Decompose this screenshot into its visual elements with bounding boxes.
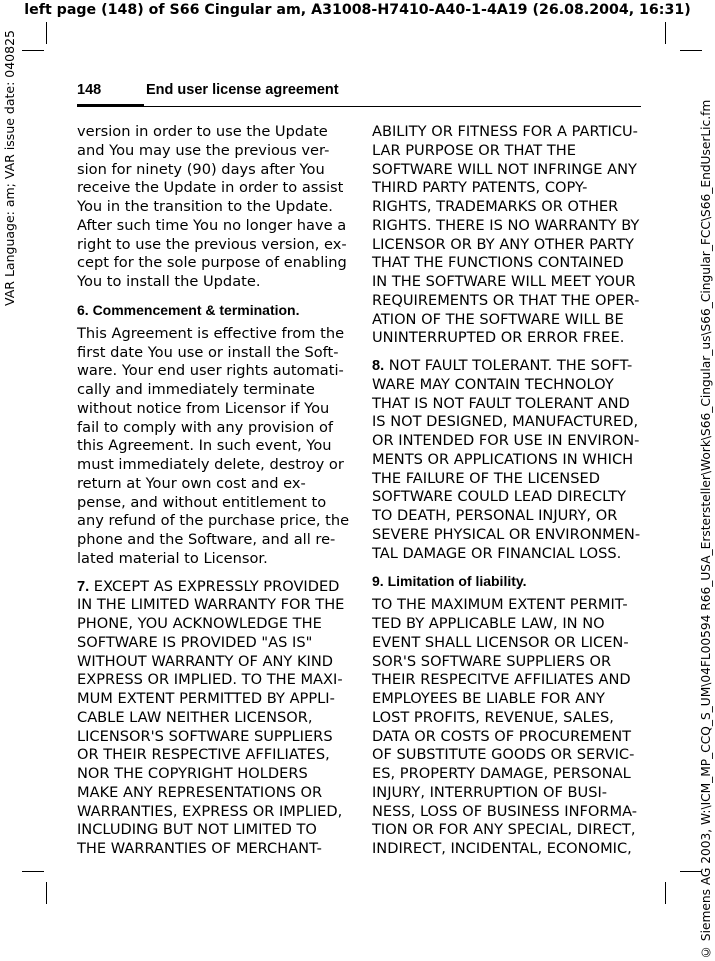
crop-mark-bottom-right-v: [665, 882, 666, 904]
text-line: LOST PROFITS, REVENUE, SALES,: [372, 708, 614, 726]
text-line: NESS, LOSS OF BUSINESS INFORMA-: [372, 802, 638, 820]
text-line: pense, and without entitlement to: [77, 493, 327, 511]
text-line: cept for the sole purpose of enabling: [77, 254, 347, 272]
text-line: WITHOUT WARRANTY OF ANY KIND: [77, 652, 334, 670]
text-line: lated material to Licensor.: [77, 549, 268, 567]
text-line: receive the Update in order to assist: [77, 179, 344, 197]
crop-mark-top-right-v: [665, 22, 666, 44]
text-line: EVENT SHALL LICENSOR OR LICEN-: [372, 633, 629, 651]
side-note-right: © Siemens AG 2003, W:\ICM_MP_CCQ_S_UM\04FL00594 R66_USA_Erstersteller\Work\S66_Cingular_us\S66_Cingular_FCC\S66_EndUserLic.fm: [699, 99, 713, 959]
header-rule-accent: [77, 104, 144, 107]
crop-mark-bottom-left-h: [22, 871, 44, 872]
text-run: EXCEPT AS EXPRESSLY PROVIDED: [89, 577, 340, 595]
section-number-8: 8.: [372, 358, 385, 374]
text-line: right to use the previous version, ex-: [77, 235, 347, 253]
side-note-left: VAR Language: am; VAR issue date: 040825: [2, 30, 17, 306]
text-line: THIRD PARTY PATENTS, COPY-: [372, 179, 588, 197]
text-line: REQUIREMENTS OR THAT THE OPER-: [372, 291, 640, 309]
text-line: LAR PURPOSE OR THAT THE: [372, 141, 576, 159]
text-line: UNINTERRUPTED OR ERROR FREE.: [372, 329, 625, 347]
text-line: must immediately delete, destroy or: [77, 456, 344, 473]
section-heading-9: 9. Limitation of liability.: [372, 573, 527, 590]
crop-mark-bottom-left-v: [46, 882, 47, 904]
text-line: any refund of the purchase price, the: [77, 512, 350, 530]
text-line: IN THE LIMITED WARRANTY FOR THE: [77, 596, 345, 614]
text-line: MUM EXTENT PERMITTED BY APPLI-: [77, 690, 335, 707]
text-line: EMPLOYEES BE LIABLE FOR ANY: [372, 690, 605, 707]
paragraph-update: [77, 123, 347, 292]
text-line: INJURY, INTERRUPTION OF BUSI-: [372, 783, 608, 801]
text-line: SOFTWARE COULD LEAD DIRECLTY: [372, 488, 627, 506]
text-line: THAT IS NOT FAULT TOLERANT AND: [372, 394, 630, 412]
text-line: OR THEIR RESPECTIVE AFFILIATES,: [77, 746, 330, 764]
text-line: NOR THE COPYRIGHT HOLDERS: [77, 765, 308, 782]
text-line: first date You use or install the Soft-: [77, 343, 339, 361]
text-line: LICENSOR OR BY ANY OTHER PARTY: [372, 235, 634, 253]
text-line: WARRANTIES, EXPRESS OR IMPLIED,: [77, 802, 343, 820]
paragraph-fault-tolerance: [372, 357, 641, 563]
text-line: SEVERE PHYSICAL OR ENVIRONMEN-: [372, 525, 641, 543]
text-line: version in order to use the Update: [77, 123, 328, 140]
text-line: OF SUBSTITUTE GOODS OR SERVIC-: [372, 746, 635, 764]
text-line: WARE MAY CONTAIN TECHNOLOY: [372, 375, 614, 393]
text-line: MENTS OR APPLICATIONS IN WHICH: [372, 450, 634, 468]
text-line: TO THE MAXIMUM EXTENT PERMIT-: [372, 596, 628, 614]
text-line: fail to comply with any provision of: [77, 418, 334, 436]
text-line: EXPRESS OR IMPLIED. TO THE MAXI-: [77, 671, 343, 689]
text-line: return at Your own cost and ex-: [77, 474, 306, 492]
text-line: THEIR RESPECITVE AFFILIATES AND: [372, 671, 631, 689]
text-line: After such time You no longer have a: [77, 216, 347, 234]
text-line: ware. Your end user rights automati-: [77, 362, 344, 380]
paragraph-liability: [372, 596, 638, 859]
text-line: OR INTENDED FOR USE IN ENVIRON-: [372, 432, 640, 449]
text-line: this Agreement. In such event, You: [77, 437, 332, 455]
text-line: INDIRECT, INCIDENTAL, ECONOMIC,: [372, 840, 632, 857]
text-line: CABLE LAW NEITHER LICENSOR,: [77, 708, 313, 726]
text-line: DATA OR COSTS OF PROCUREMENT: [372, 727, 632, 745]
text-line: phone and the Software, and all re-: [77, 531, 336, 548]
page-title: End user license agreement: [146, 82, 339, 98]
text-line: THE FAILURE OF THE LICENSED: [372, 469, 600, 487]
text-line: ATION OF THE SOFTWARE WILL BE: [372, 310, 624, 328]
text-line: SOFTWARE WILL NOT INFRINGE ANY: [372, 160, 637, 178]
text-line: THAT THE FUNCTIONS CONTAINED: [372, 254, 624, 272]
text-line: SOFTWARE IS PROVIDED "AS IS": [77, 633, 313, 651]
text-line: IN THE SOFTWARE WILL MEET YOUR: [372, 273, 636, 290]
text-line: INCLUDING BUT NOT LIMITED TO: [77, 821, 317, 839]
paragraph-merchantability: [372, 123, 638, 348]
right-column: [372, 123, 641, 868]
text-line: sion for ninety (90) days after You: [77, 160, 325, 178]
text-line: ABILITY OR FITNESS FOR A PARTICU-: [372, 123, 638, 140]
text-line: [77, 578, 343, 597]
page-number: 148: [77, 82, 102, 98]
text-line: MAKE ANY REPRESENTATIONS OR: [77, 783, 323, 801]
text-line: SOR'S SOFTWARE SUPPLIERS OR: [372, 652, 612, 670]
text-line: TED BY APPLICABLE LAW, IN NO: [372, 615, 605, 632]
text-line: THE WARRANTIES OF MERCHANT-: [77, 840, 322, 857]
left-column: [77, 123, 350, 868]
text-line: [372, 357, 638, 376]
text-line: IS NOT DESIGNED, MANUFACTURED,: [372, 413, 639, 431]
text-line: cally and immediately terminate: [77, 381, 315, 398]
text-line: You in the transition to the Update.: [77, 198, 333, 215]
text-line: without notice from Licensor if You: [77, 399, 330, 417]
text-line: RIGHTS. THERE IS NO WARRANTY BY: [372, 216, 640, 234]
text-line: TION OR FOR ANY SPECIAL, DIRECT,: [372, 821, 636, 839]
print-header-line: left page (148) of S66 Cingular am, A31008-H7410-A40-1-4A19 (26.08.2004, 16:31): [24, 2, 691, 18]
text-line: LICENSOR'S SOFTWARE SUPPLIERS: [77, 727, 333, 745]
section-heading-6: 6. Commencement & termination.: [77, 301, 300, 318]
section-number-7: 7.: [77, 578, 90, 595]
text-line: and You may use the previous ver-: [77, 141, 330, 159]
crop-mark-top-left-h: [22, 50, 44, 51]
header-rule: [77, 106, 641, 107]
text-line: You to install the Update.: [77, 273, 261, 290]
text-line: TO DEATH, PERSONAL INJURY, OR: [372, 507, 618, 524]
crop-mark-top-left-v: [46, 22, 47, 44]
text-line: This Agreement is effective from the: [77, 324, 345, 342]
text-run: NOT FAULT TOLERANT. THE SOFT-: [384, 357, 633, 374]
text-line: PHONE, YOU ACKNOWLEDGE THE: [77, 615, 322, 632]
text-line: RIGHTS, TRADEMARKS OR OTHER: [372, 198, 619, 215]
paragraph-termination: [77, 324, 350, 569]
text-line: ES, PROPERTY DAMAGE, PERSONAL: [372, 765, 631, 782]
text-line: TAL DAMAGE OR FINANCIAL LOSS.: [372, 544, 622, 562]
paragraph-warranty: [77, 578, 343, 859]
